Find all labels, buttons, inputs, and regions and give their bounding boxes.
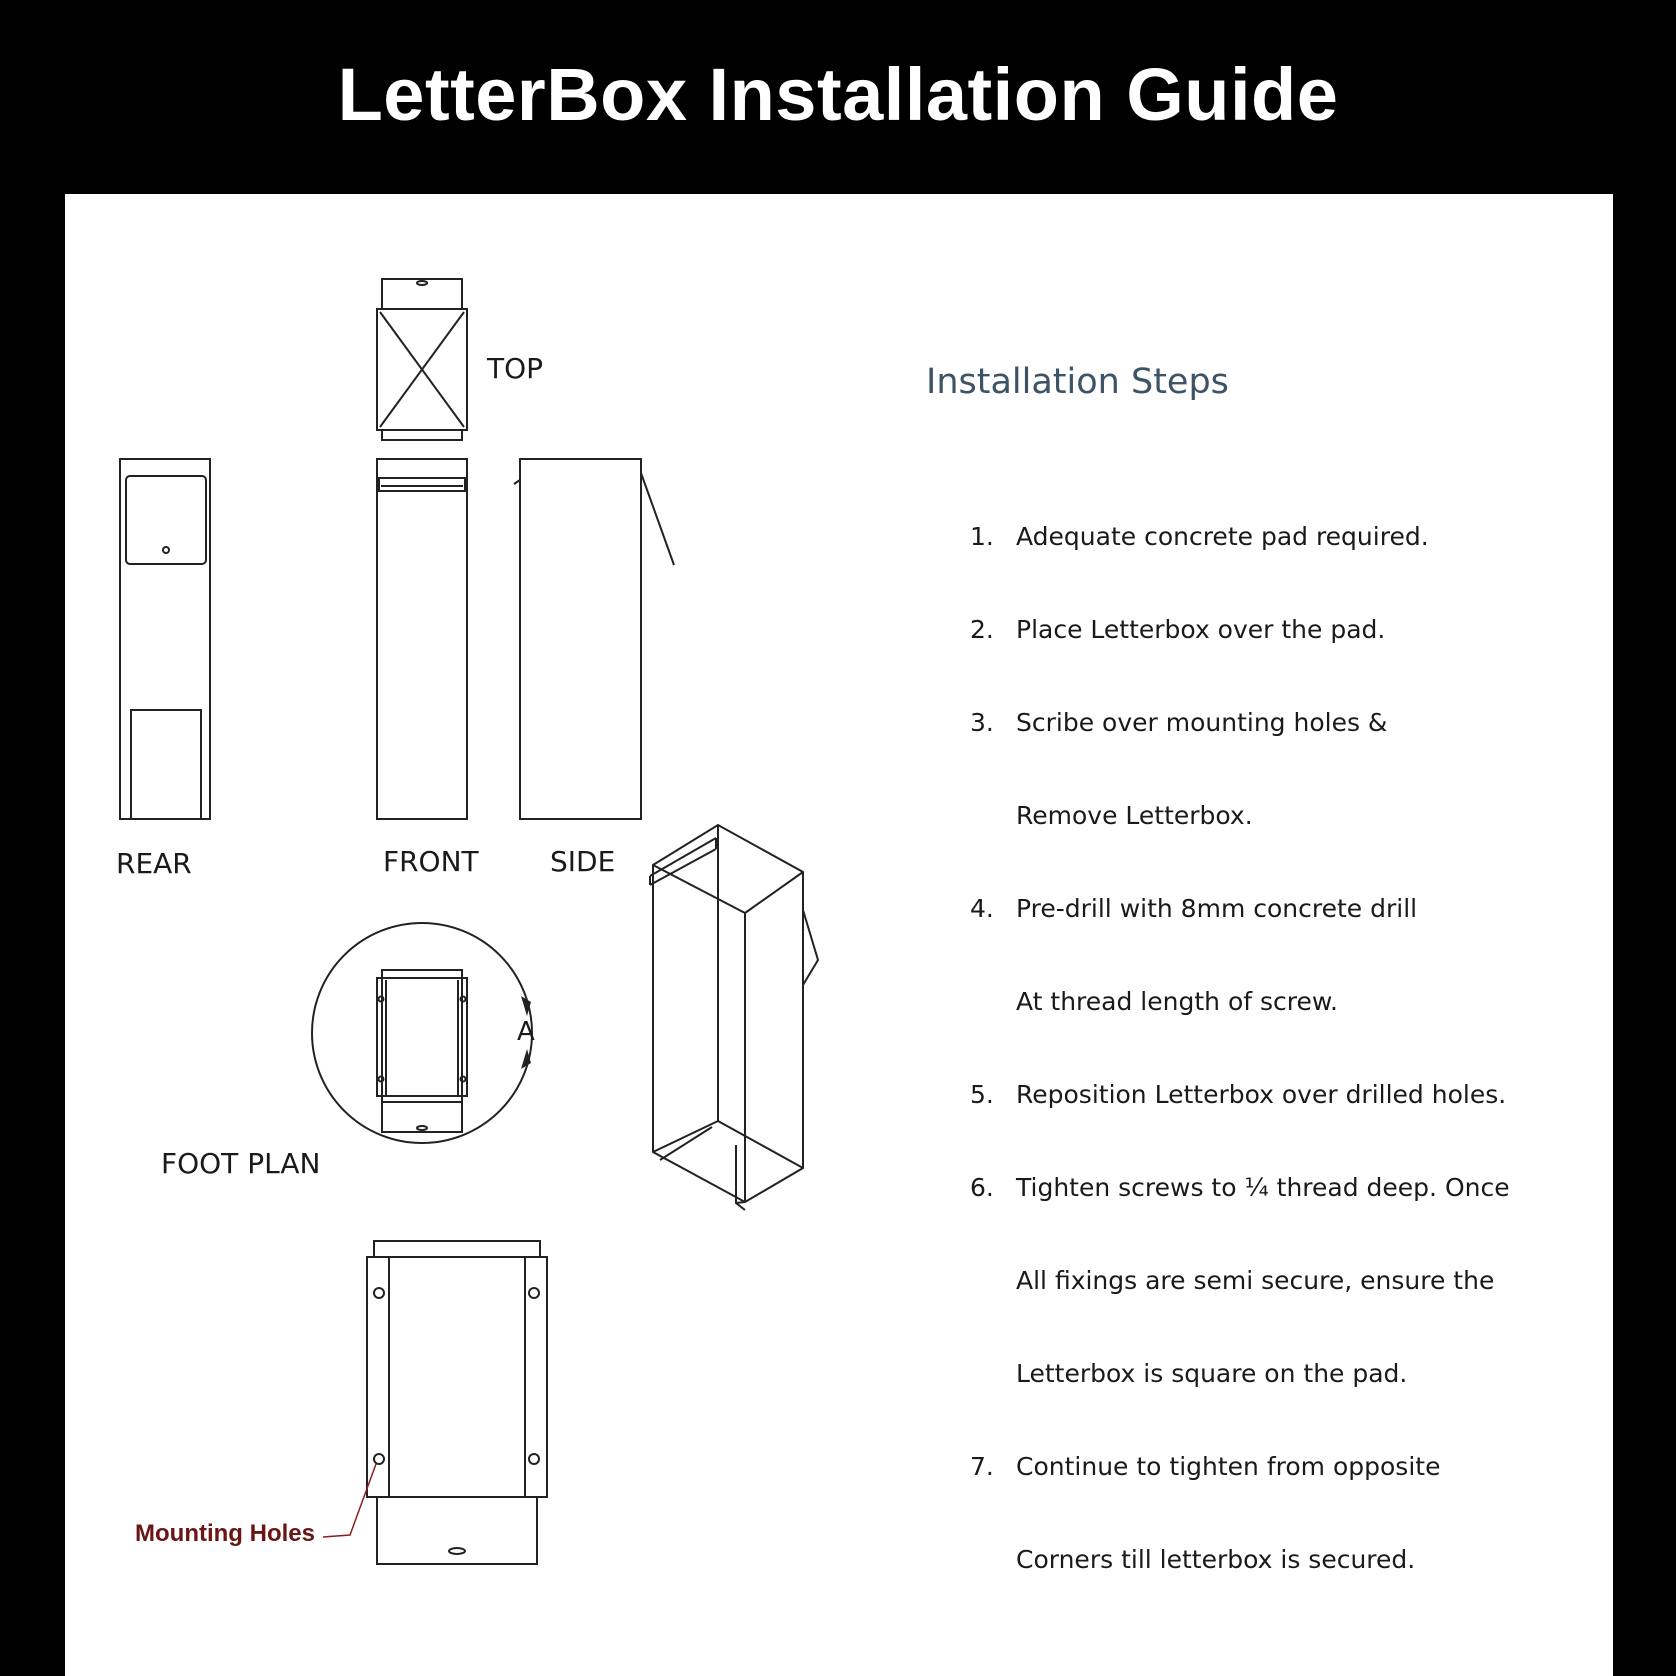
step-text: At thread length of screw. [1016,987,1338,1016]
page-title: LetterBox Installation Guide [337,53,1339,136]
step-number: 4. [970,894,994,923]
step-text: Adequate concrete pad required. [1016,522,1429,551]
detail-marker-label: A [517,1017,535,1047]
step-number: 6. [970,1173,994,1202]
step-text: Place Letterbox over the pad. [1016,615,1386,644]
side-view-drawing [514,459,674,819]
step-text: All fixings are semi secure, ensure the [1016,1266,1495,1295]
side-view-label: SIDE [550,845,616,878]
step-text: Continue to tighten from opposite [1016,1452,1441,1481]
steps-title: Installation Steps [926,362,1229,402]
mounting-holes-label: Mounting Holes [135,1520,315,1547]
foot-plan-drawing [312,923,532,1143]
step-number: 2. [970,615,994,644]
step-number: 3. [970,708,994,737]
mounting-plan-drawing [367,1241,547,1564]
rear-view-label: REAR [116,847,192,880]
foot-plan-label: FOOT PLAN [161,1147,321,1180]
front-view-drawing [377,459,467,819]
top-view-drawing [377,279,467,440]
mounting-holes-leader [323,1464,376,1537]
front-view-label: FRONT [383,845,479,878]
step-text: Pre-drill with 8mm concrete drill [1016,894,1418,923]
step-text: Scribe over mounting holes & [1016,708,1388,737]
rear-view-drawing [120,459,210,819]
step-text: Remove Letterbox. [1016,801,1253,830]
step-number: 7. [970,1452,994,1481]
step-text: Letterbox is square on the pad. [1016,1359,1408,1388]
step-text: Reposition Letterbox over drilled holes. [1016,1080,1507,1109]
isometric-view-drawing [650,825,818,1210]
step-text: Corners till letterbox is secured. [1016,1545,1416,1574]
step-number: 5. [970,1080,994,1109]
step-text: Tighten screws to ¼ thread deep. Once [1016,1173,1510,1202]
top-view-label: TOP [487,352,544,385]
step-number: 1. [970,522,994,551]
